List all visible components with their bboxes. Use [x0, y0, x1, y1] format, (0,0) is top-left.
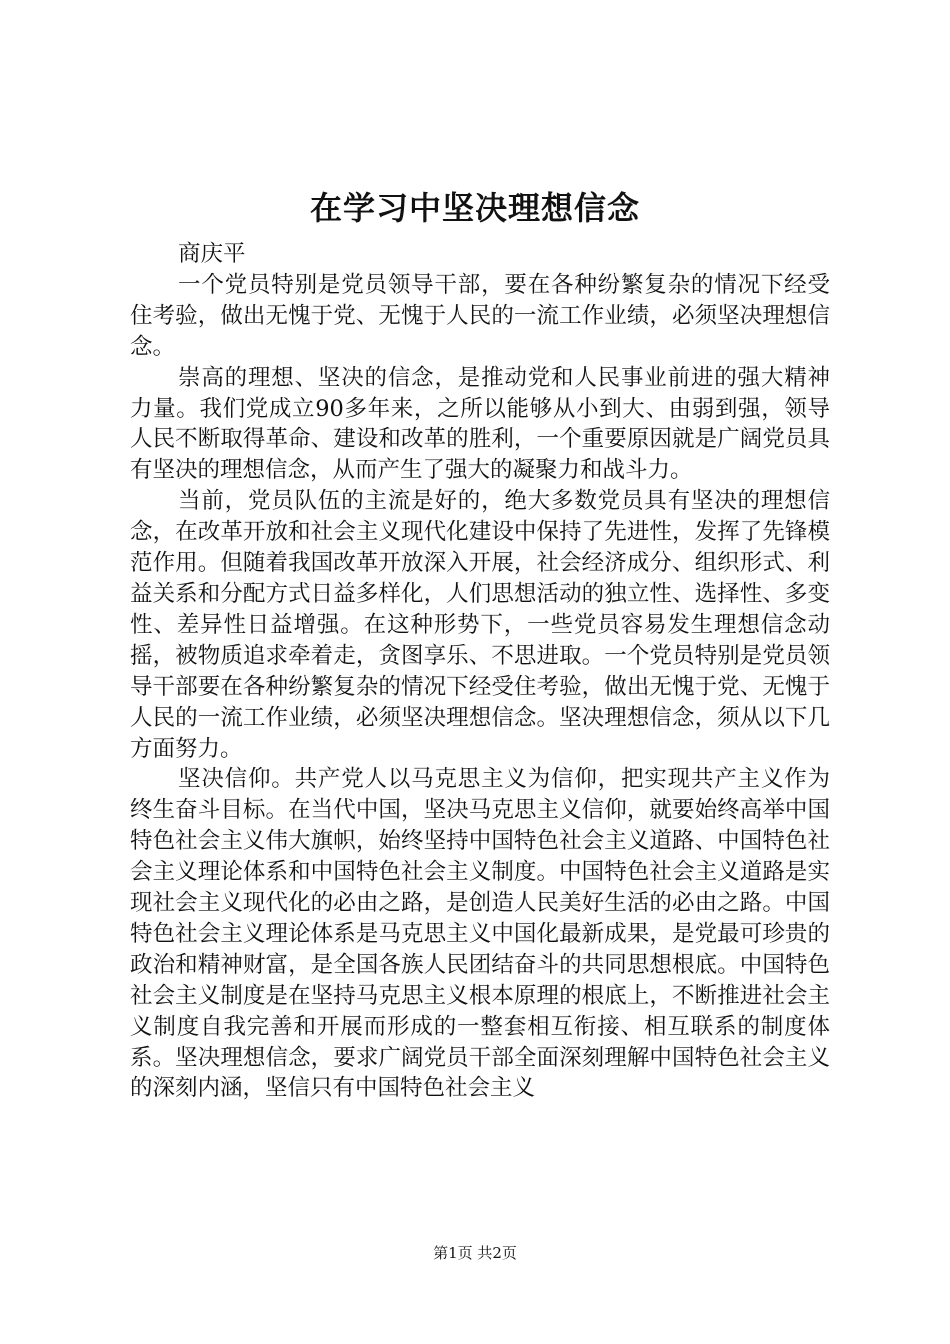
paragraph: 当前，党员队伍的主流是好的，绝大多数党员具有坚决的理想信念，在改革开放和社会主义现代化建设中保持了先进性，发挥了先锋模范作用。但随着我国改革开放深入开展，社会经济成分、组织形式、利益关系和分配方式日益多样化，人们思想活动的独立性、选择性、多变性、差异性日益增强。在这种形势下，一些党员容易发生理想信念动摇，被物质追求牵着走，贪图享乐、不思进取。一个党员特别是党员领导干部要在各种纷繁复杂的情况下经受住考验，做出无愧于党、无愧于人民的一流工作业绩，必须坚决理想信念。坚决理想信念，须从以下几方面努力。: [130, 488, 830, 762]
author-name: 商庆平: [178, 241, 246, 267]
page-footer: 第1页 共2页: [433, 1244, 517, 1262]
paragraph: 一个党员特别是党员领导干部，要在各种纷繁复杂的情况下经受住考验，做出无愧于党、无愧于人民的一流工作业绩，必须坚决理想信念。: [130, 271, 830, 360]
paragraph: 崇高的理想、坚决的信念，是推动党和人民事业前进的强大精神力量。我们党成立90多年来，之所以能够从小到大、由弱到强，领导人民不断取得革命、建设和改革的胜利，一个重要原因就是广阔党员具有坚决的理想信念，从而产生了强大的凝聚力和战斗力。: [130, 364, 830, 484]
document-title: 在学习中坚决理想信念: [309, 189, 640, 227]
paragraph: 坚决信仰。共产党人以马克思主义为信仰，把实现共产主义作为终生奋斗目标。在当代中国，坚决马克思主义信仰，就要始终高举中国特色社会主义伟大旗帜，始终坚持中国特色社会主义道路、中国特色社会主义理论体系和中国特色社会主义制度。中国特色社会主义道路是实现社会主义现代化的必由之路，是创造人民美好生活的必由之路。中国特色社会主义理论体系是马克思主义中国化最新成果，是党最可珍贵的政治和精神财富，是全国各族人民团结奋斗的共同思想根底。中国特色社会主义制度是在坚持马克思主义根本原理的根底上，不断推进社会主义制度自我完善和开展而形成的一整套相互衔接、相互联系的制度体系。坚决理想信念，要求广阔党员干部全面深刻理解中国特色社会主义的深刻内涵，坚信只有中国特色社会主义: [130, 766, 830, 1102]
document-body: [130, 239, 830, 1104]
